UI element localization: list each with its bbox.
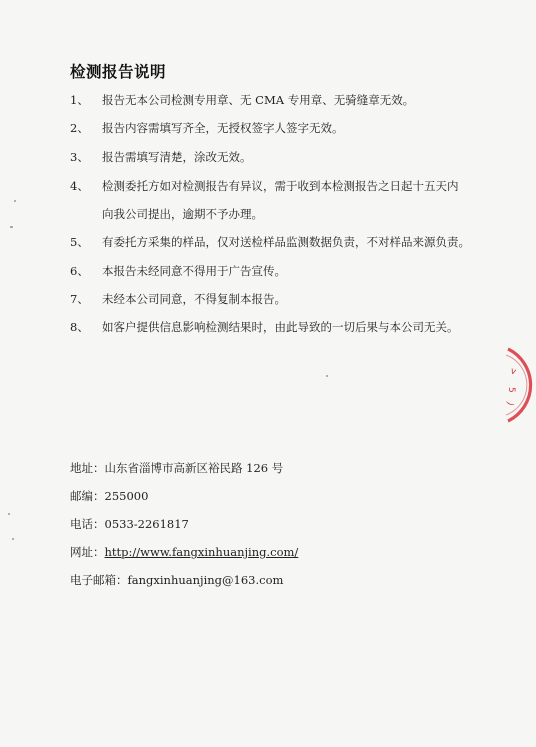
scan-speck	[12, 538, 14, 540]
item-text: 向我公司提出，逾期不予办理。	[102, 207, 263, 221]
svg-text:v: v	[509, 366, 518, 378]
item-number: 3、	[70, 150, 89, 164]
svg-text:): )	[503, 399, 515, 407]
item-number: 2、	[70, 121, 89, 135]
item-number: 1、	[70, 93, 89, 107]
scan-speck	[14, 200, 16, 202]
website-label: 网址：	[70, 545, 105, 559]
item-number: 6、	[70, 264, 89, 278]
item-text: 本报告未经同意不得用于广告宣传。	[102, 264, 286, 278]
scan-speck	[8, 513, 10, 515]
item-number: 5、	[70, 235, 89, 249]
scan-speck	[10, 226, 13, 228]
email-line: 电子邮箱：fangxinhuanjing@163.com	[70, 573, 284, 587]
item-number: 8、	[70, 320, 89, 334]
postcode-line: 邮编：255000	[70, 489, 149, 503]
svg-text:5: 5	[506, 387, 516, 393]
website-link[interactable]: http://www.fangxinhuanjing.com/	[104, 545, 299, 559]
item-text: 报告内容需填写齐全，无授权签字人签字无效。	[102, 121, 344, 135]
seal-stamp-icon	[462, 345, 536, 423]
phone-line: 电话：0533-2261817	[70, 517, 189, 531]
scan-speck	[326, 375, 328, 377]
item-text: 未经本公司同意，不得复制本报告。	[102, 292, 286, 306]
item-text: 有委托方采集的样品，仅对送检样品监测数据负责，不对样品来源负责。	[102, 235, 470, 249]
item-text: 报告需填写清楚，涂改无效。	[102, 150, 252, 164]
item-number: 7、	[70, 292, 89, 306]
item-text: 检测委托方如对检测报告有异议，需于收到本检测报告之日起十五天内	[102, 179, 459, 193]
item-number: 4、	[70, 179, 89, 193]
address-line: 地址：山东省淄博市高新区裕民路 126 号	[70, 461, 284, 475]
website-line	[70, 544, 298, 560]
page-title: 检测报告说明	[70, 63, 167, 81]
item-text: 报告无本公司检测专用章、无 CMA 专用章、无骑缝章无效。	[102, 93, 415, 107]
item-text: 如客户提供信息影响检测结果时，由此导致的一切后果与本公司无关。	[102, 320, 459, 334]
